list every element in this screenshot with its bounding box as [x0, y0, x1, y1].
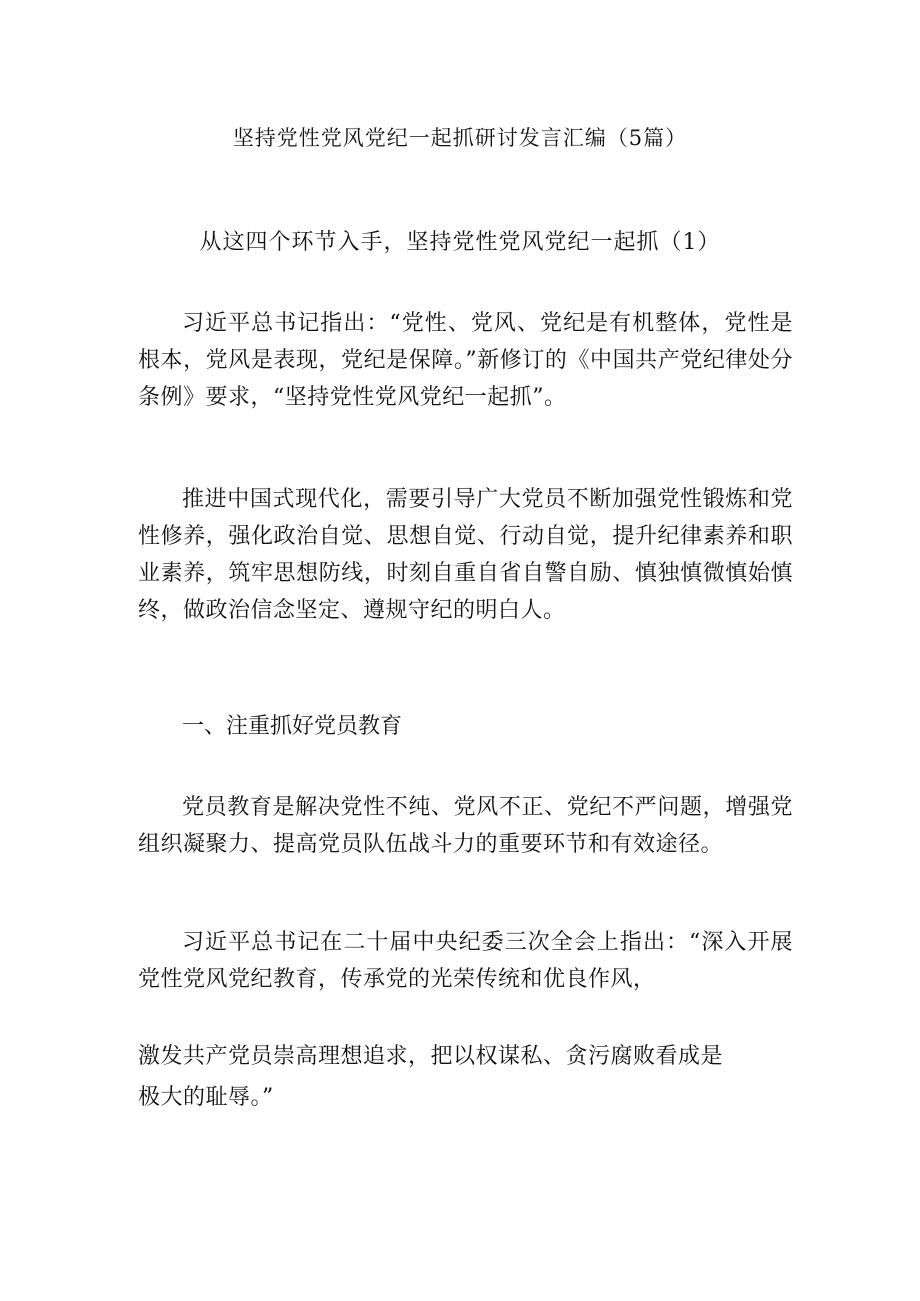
paragraph-1: 习近平总书记指出：“党性、党风、党纪是有机整体，党性是根本，党风是表现，党纪是保障。”新修订的《中国共产党纪律处分条例》要求，“坚持党性党风党纪一起抓”。 — [138, 311, 793, 410]
paragraph-2: 推进中国式现代化，需要引导广大党员不断加强党性锻炼和党性修养，强化政治自觉、思想自觉、行动自觉，提升纪律素养和职业素养，筑牢思想防线，时刻自重自省自警自励、慎独慎微慎始慎终，做政治信念坚定、遵规守纪的明白人。 — [138, 487, 793, 623]
section-subtitle: 从这四个环节入手，坚持党性党风党纪一起抓（1） — [199, 230, 721, 255]
paragraph-3: 党员教育是解决党性不纯、党风不正、党纪不严问题，增强党组织凝聚力、提高党员队伍战斗力的重要环节和有效途径。 — [138, 795, 793, 857]
document-title: 坚持党性党风党纪一起抓研讨发言汇编（5篇） — [232, 126, 688, 150]
section-heading-1: 一、注重抓好党员教育 — [182, 714, 403, 739]
paragraph-5-line-1: 激发共产党员崇高理想追求，把以权谋私、贪污腐败看成是 — [138, 1044, 724, 1069]
paragraph-4: 习近平总书记在二十届中央纪委三次全会上指出：“深入开展党性党风党纪教育，传承党的光荣传统和优良作风， — [138, 930, 793, 992]
paragraph-5-line-2: 极大的耻辱。” — [138, 1085, 274, 1110]
